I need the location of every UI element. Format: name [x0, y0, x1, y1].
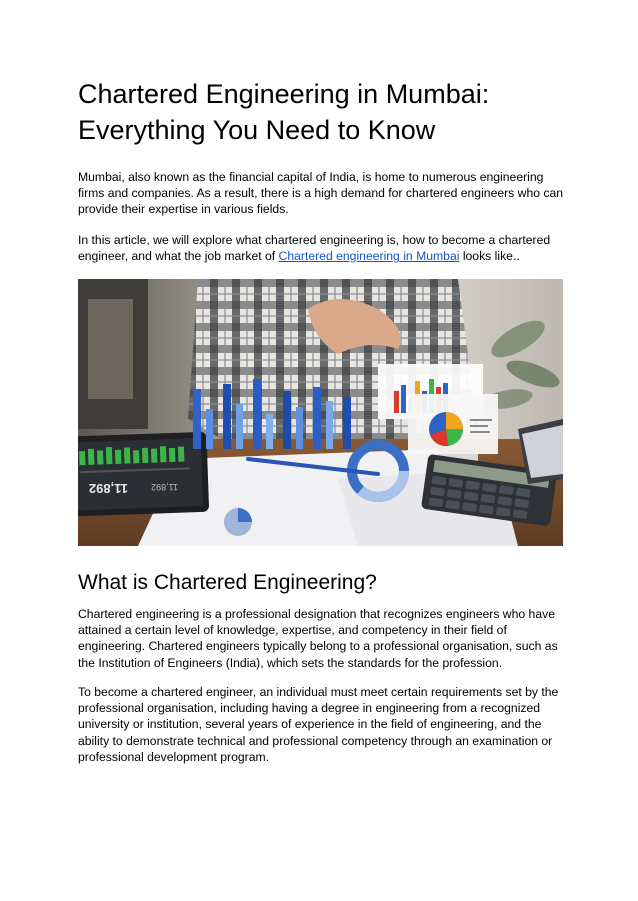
- intro-p2-after: looks like..: [459, 249, 520, 264]
- chartered-engineering-mumbai-link[interactable]: Chartered engineering in Mumbai: [278, 249, 460, 264]
- tablet-number-1: 11,892: [88, 481, 128, 496]
- floating-pie-card: [408, 394, 498, 454]
- tablet: [78, 432, 209, 517]
- section-paragraph-2: To become a chartered engineer, an individual must meet certain requirements set by the professional organisation, including having a degree in engineering from a recognized university or institution, several years of experience in the field of engineering, and the ability to demonstrate technical and professional competency through an examination or professional development program.: [78, 685, 559, 764]
- page-title: [78, 76, 564, 148]
- section-heading: What is Chartered Engineering?: [78, 571, 377, 594]
- title-line-1: Chartered Engineering in Mumbai:: [78, 79, 490, 109]
- intro-p2-before: In this article, we will explore what chartered engineering is, how to become a chartered engineer, and what the job market of: [78, 233, 551, 264]
- section-paragraph-1: Chartered engineering is a professional designation that recognizes engineers who have attained a certain level of knowledge, expertise, and competency in their field of engineering. Chartered engineers typically belong to a professional organisation, such as the Institution of Engineers (India), which sets the standards for the profession.: [78, 607, 558, 670]
- intro-paragraph-1: Mumbai, also known as the financial capital of India, is home to numerous engineering firms and companies. As a result, there is a high demand for chartered engineers who can provide their expertise in various fields.: [78, 170, 564, 217]
- hero-image: [78, 279, 563, 546]
- intro-paragraph-2: [78, 232, 564, 264]
- tablet-number-2: 11,892: [151, 482, 178, 492]
- title-line-2: Everything You Need to Know: [78, 115, 436, 145]
